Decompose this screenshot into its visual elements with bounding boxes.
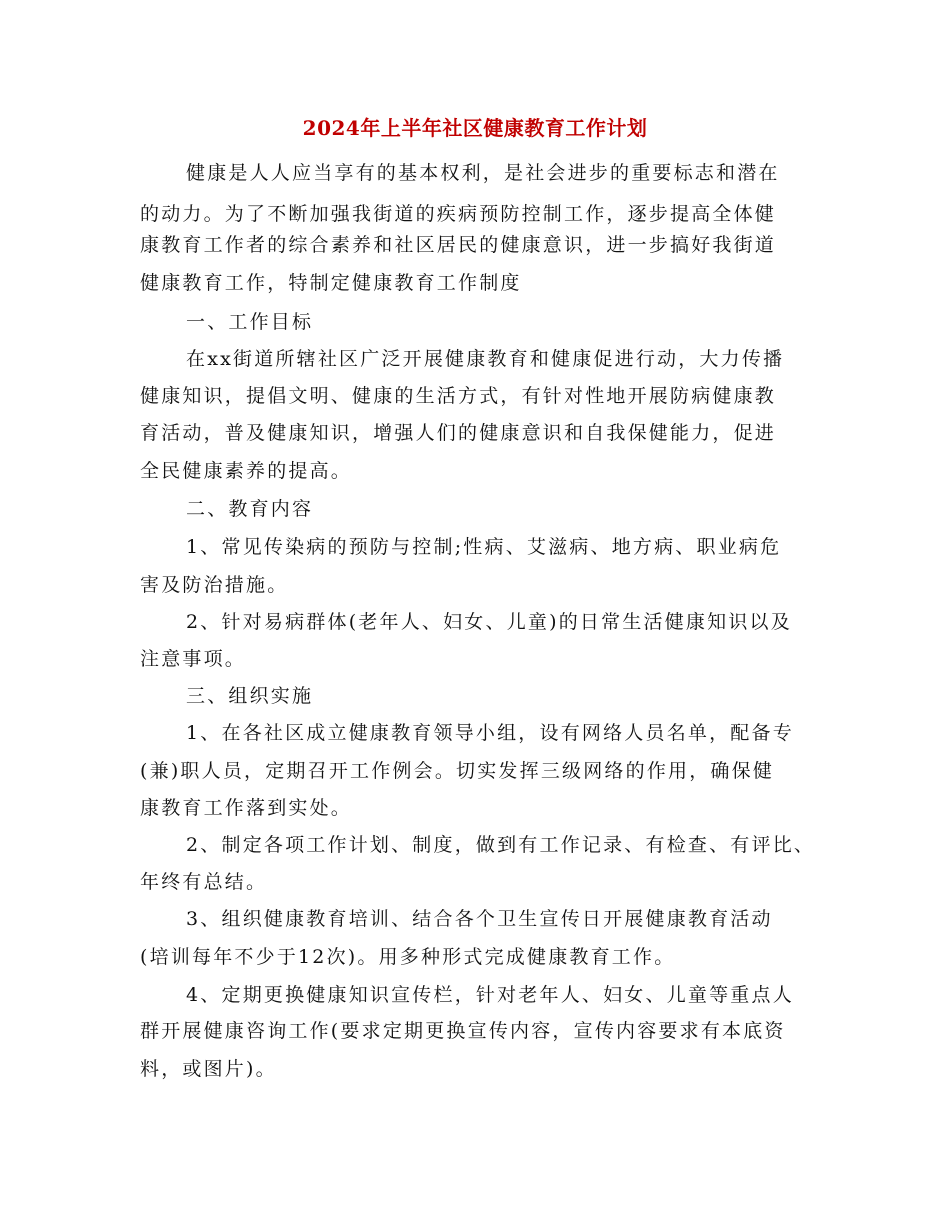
section-heading: 一、工作目标 (186, 311, 314, 333)
paragraph-line: (培训每年不少于12次)。用多种形式完成健康教育工作。 (140, 946, 676, 968)
paragraph-line: 康教育工作落到实处。 (140, 797, 353, 819)
paragraph-line: 2、制定各项工作计划、制度，做到有工作记录、有检查、有评比、 (186, 834, 816, 856)
section-heading: 三、组织实施 (186, 685, 314, 707)
paragraph-line: 群开展健康咨询工作(要求定期更换宣传内容，宣传内容要求有本底资 (140, 1020, 786, 1042)
paragraph-line: 健康是人人应当享有的基本权利，是社会进步的重要标志和潜在 (186, 162, 780, 184)
section-heading: 二、教育内容 (186, 498, 314, 520)
paragraph-line: 3、组织健康教育培训、结合各个卫生宣传日开展健康教育活动 (186, 908, 773, 930)
paragraph-line: 健康知识，提倡文明、健康的生活方式，有针对性地开展防病健康教 (140, 385, 777, 407)
paragraph-line: (兼)职人员，定期召开工作例会。切实发挥三级网络的作用，确保健 (140, 760, 775, 782)
paragraph-line: 全民健康素养的提高。 (140, 460, 353, 482)
paragraph-line: 在xx街道所辖社区广泛开展健康教育和健康促进行动，大力传播 (186, 348, 785, 370)
paragraph-line: 的动力。为了不断加强我街道的疾病预防控制工作，逐步提高全体健 (140, 203, 777, 225)
paragraph-line: 1、在各社区成立健康教育领导小组，设有网络人员名单，配备专 (186, 722, 794, 744)
paragraph-line: 康教育工作者的综合素养和社区居民的健康意识，进一步搞好我街道 (140, 234, 777, 256)
paragraph-line: 2、针对易病群体(老年人、妇女、儿童)的日常生活健康知识以及 (186, 611, 792, 633)
paragraph-line: 年终有总结。 (140, 871, 268, 893)
paragraph-line: 1、常见传染病的预防与控制;性病、艾滋病、地方病、职业病危 (186, 536, 782, 558)
document-title: 2024年上半年社区健康教育工作计划 (302, 116, 648, 140)
paragraph-line: 健康教育工作，特制定健康教育工作制度 (140, 272, 522, 294)
paragraph-line: 注意事项。 (140, 648, 247, 670)
paragraph-line: 4、定期更换健康知识宣传栏，针对老年人、妇女、儿童等重点人 (186, 984, 794, 1006)
paragraph-line: 育活动，普及健康知识，增强人们的健康意识和自我保健能力，促进 (140, 422, 777, 444)
paragraph-line: 害及防治措施。 (140, 574, 289, 596)
paragraph-line: 料，或图片)。 (140, 1058, 277, 1080)
